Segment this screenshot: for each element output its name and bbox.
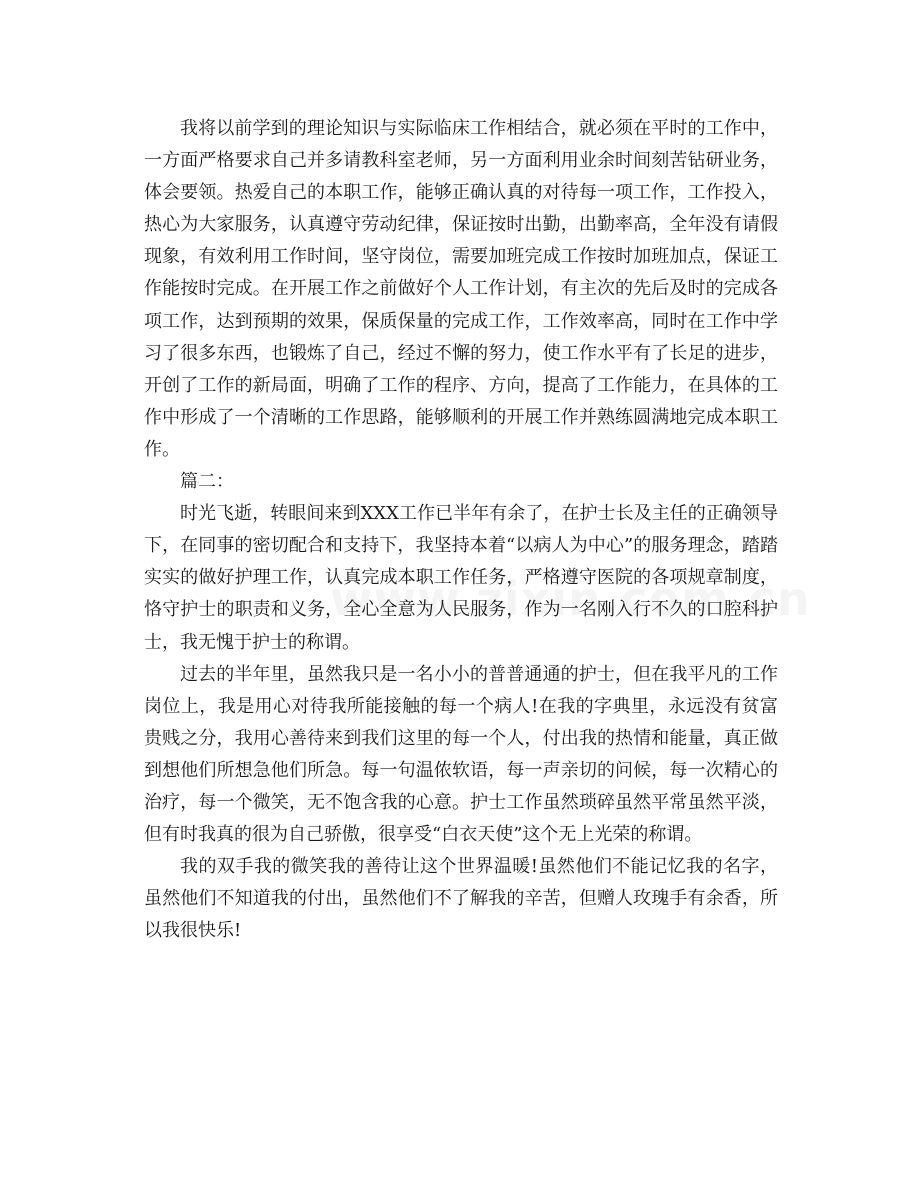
section-heading: 篇二： (180, 471, 234, 493)
paragraph-4: 我的双手我的微笑我的善待让这个世界温暖!虽然他们不能记忆我的名字，虽然他们不知道我的付出，虽然他们不了解我的辛苦，但赠人玫瑰手有余香，所以我很快乐! (144, 856, 778, 942)
paragraph-1: 我将以前学到的理论知识与实际临床工作相结合，就必须在平时的工作中，一方面严格要求自己并多请教科室老师，另一方面利用业余时间刻苦钻研业务，体会要领。热爱自己的本职工作，能够正确认真的对待每一项工作，工作投入，热心为大家服务，认真遵守劳动纪律，保证按时出勤，出勤率高，全年没有请假现象，有效利用工作时间，坚守岗位，需要加班完成工作按时加班加点，保证工作能按时完成。在开展工作之前做好个人工作计划，有主次的先后及时的完成各项工作，达到预期的效果，保质保量的完成工作，工作效率高，同时在工作中学习了很多东西，也锻炼了自己，经过不懈的努力，使工作水平有了长足的进步，开创了工作的新局面，明确了工作的程序、方向，提高了工作能力，在具体的工作中形成了一个清晰的工作思路，能够顺利的开展工作并熟练圆满地完成本职工作。 (144, 118, 778, 460)
paragraph-2: 时光飞逝，转眼间来到XXX工作已半年有余了，在护士长及主任的正确领导下，在同事的密切配合和支持下，我坚持本着“以病人为中心”的服务理念，踏踏实实的做好护理工作，认真完成本职工作任务，严格遵守医院的各项规章制度，恪守护士的职责和义务，全心全意为人民服务，作为一名刚入行不久的口腔科护士，我无愧于护士的称谓。 (144, 503, 778, 653)
paragraph-3: 过去的半年里，虽然我只是一名小小的普普通通的护士，但在我平凡的工作岗位上，我是用心对待我所能接触的每一个病人!在我的字典里，永远没有贫富贵贱之分，我用心善待来到我们这里的每一个人，付出我的热情和能量，真正做到想他们所想急他们所急。每一句温侬软语，每一声亲切的问候，每一次精心的治疗，每一个微笑，无不饱含我的心意。护士工作虽然琐碎虽然平常虽然平淡，但有时我真的很为自己骄傲，很享受“白衣天使”这个无上光荣的称谓。 (144, 663, 778, 846)
document-body (144, 113, 778, 947)
